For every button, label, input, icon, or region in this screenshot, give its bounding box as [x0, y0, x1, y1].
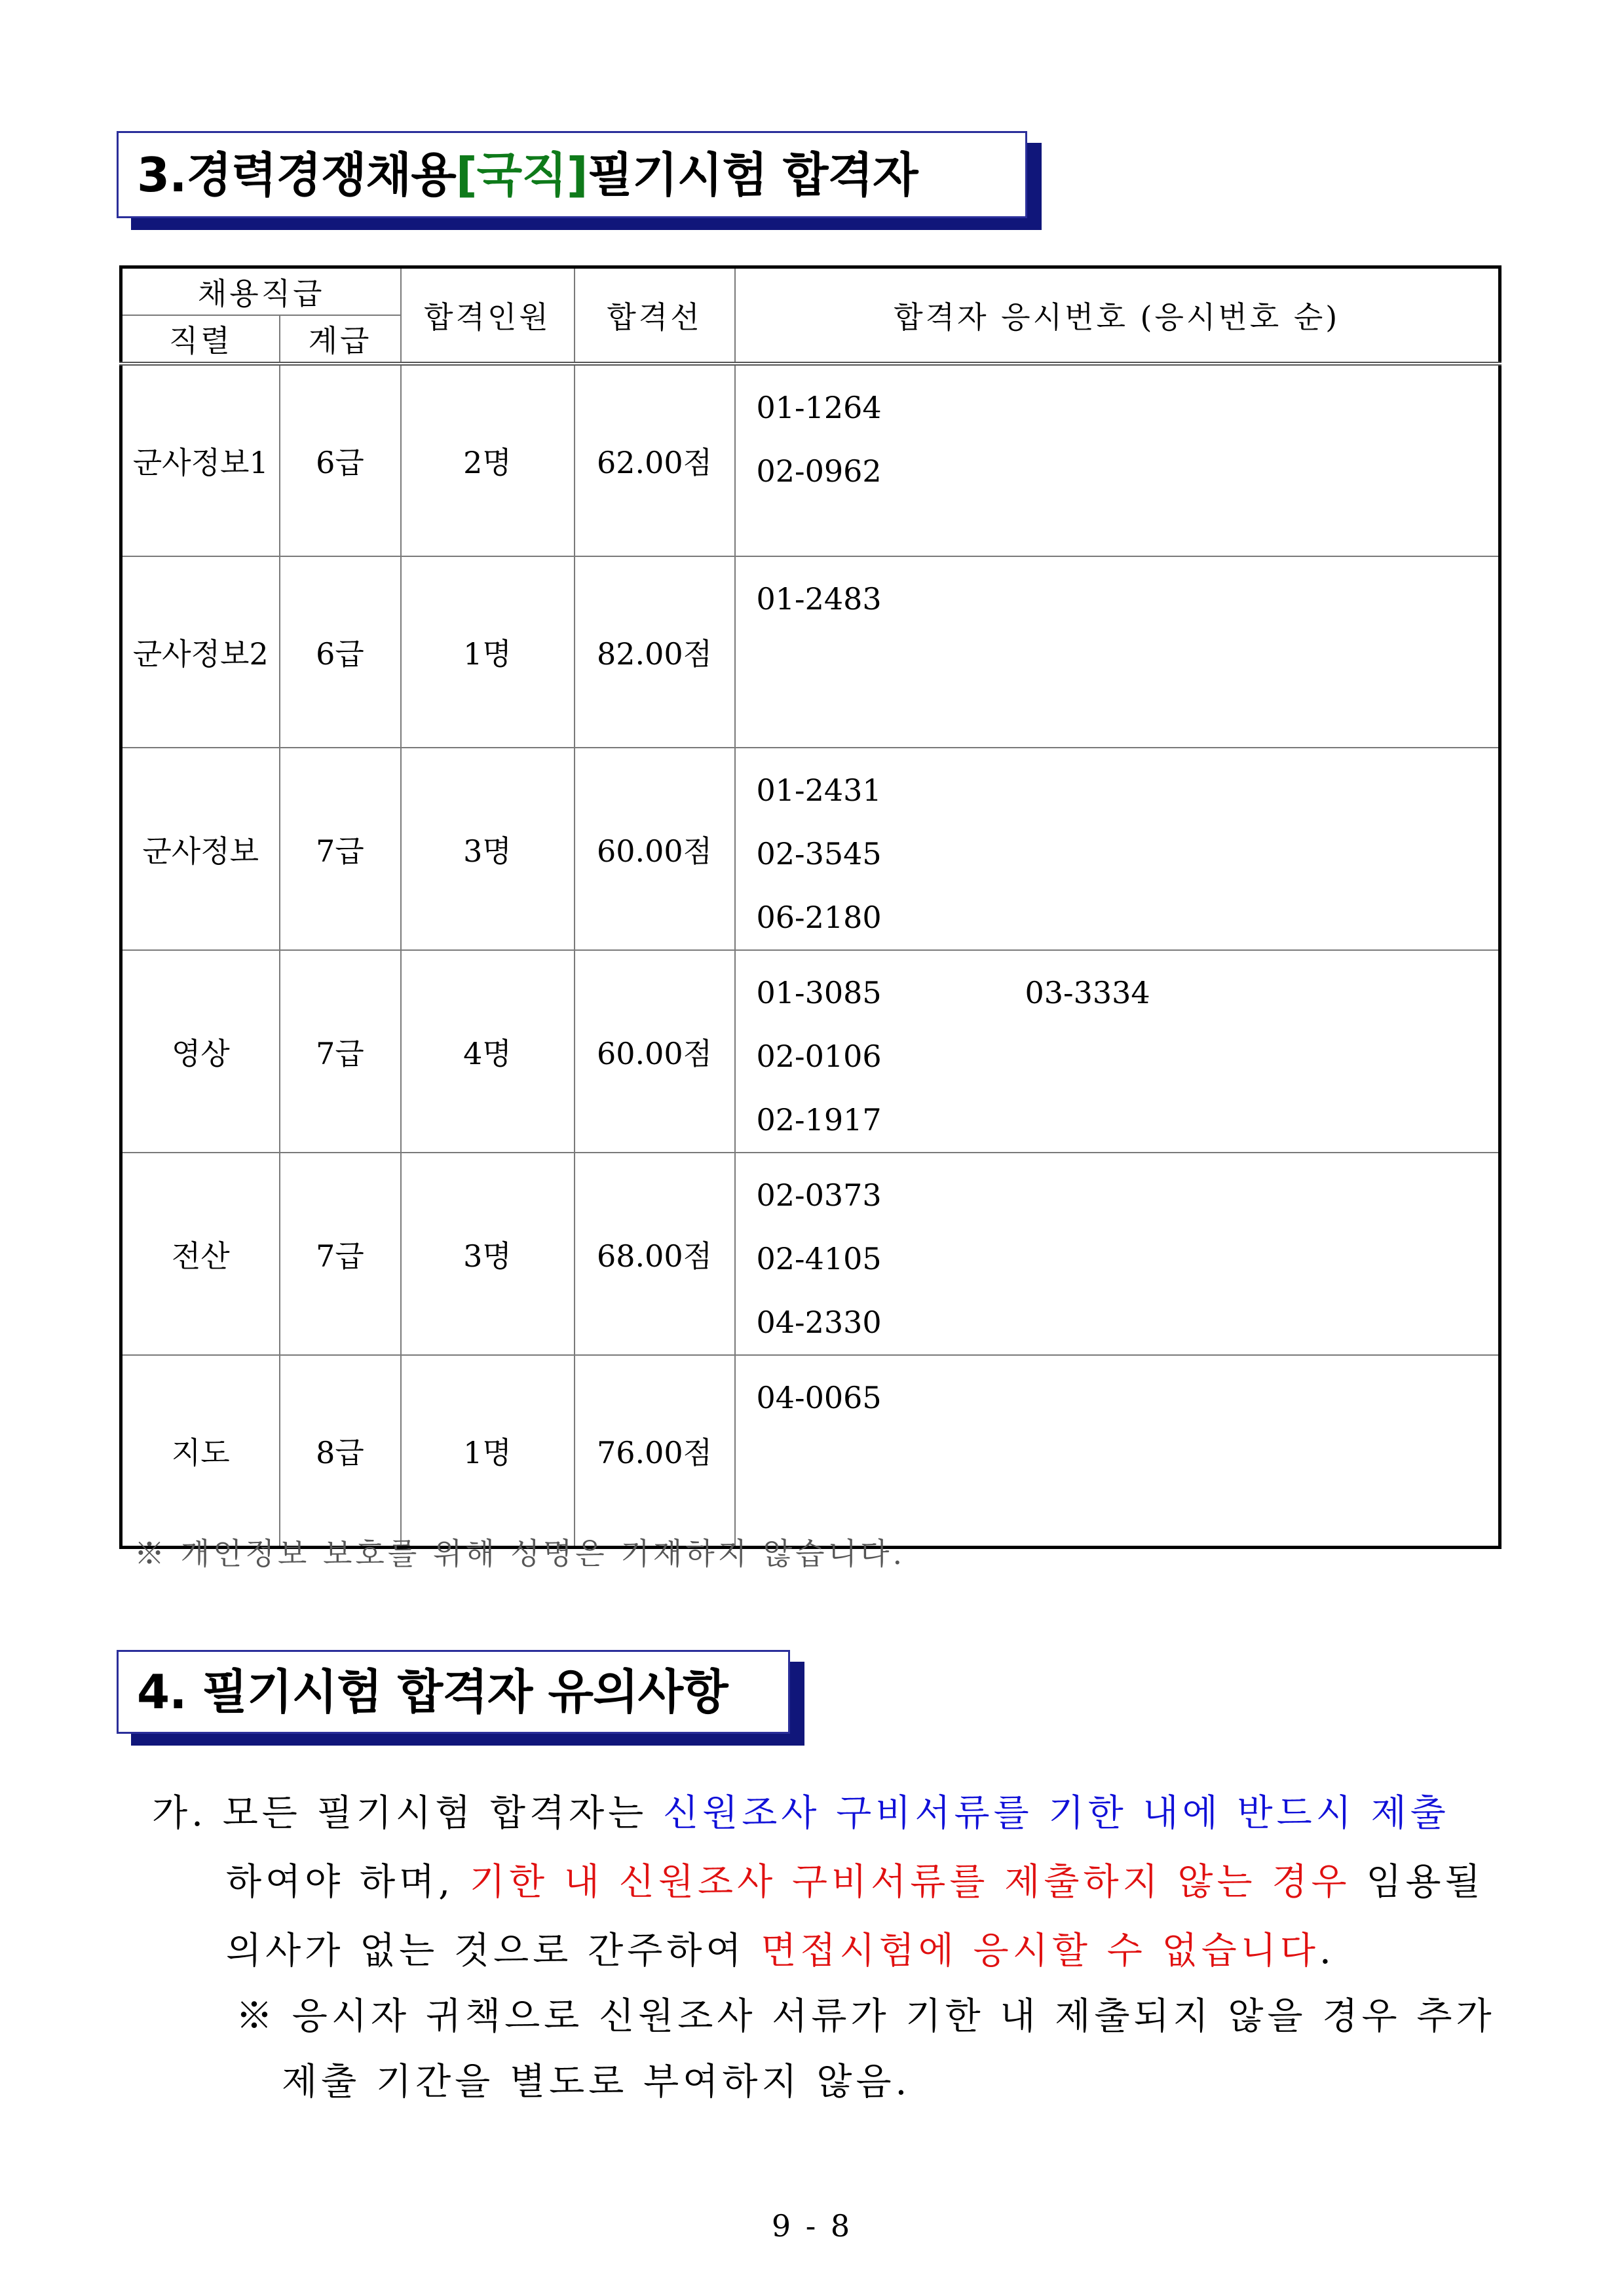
- exam-number: 04-0065: [756, 1380, 882, 1415]
- row-cutoff: 68.00점: [575, 1153, 735, 1355]
- results-table: [119, 265, 1501, 1549]
- header-recruit-grade: 채용직급: [121, 267, 401, 316]
- exam-number: 02-0373: [756, 1177, 882, 1213]
- header-pass-count: 합격인원: [401, 267, 575, 364]
- notice-text: ※ 응시자 귀책으로 신원조사 서류가 기한 내 제출되지 않을 경우 추가: [236, 1995, 1496, 2038]
- row-position: 군사정보1: [121, 364, 280, 556]
- section4-title: 4. 필기시험 합격자 유의사항: [137, 1664, 728, 1719]
- exam-number: 02-0106: [756, 1039, 882, 1074]
- section4-heading: [117, 1650, 790, 1734]
- page-number: 9 - 8: [771, 2208, 853, 2244]
- row-position: 군사정보2: [121, 556, 280, 748]
- notice-text: .: [1319, 1930, 1335, 1972]
- privacy-note: ※ 개인정보 보호를 위해 성명은 기재하지 않습니다.: [134, 1536, 906, 1571]
- row-cutoff: 60.00점: [575, 748, 735, 950]
- table-row: [121, 748, 1500, 950]
- row-position: 군사정보: [121, 748, 280, 950]
- table-row: [121, 364, 1500, 556]
- notice-text: 임용될: [1350, 1861, 1484, 1904]
- row-position: 전산: [121, 1153, 280, 1355]
- row-cutoff: 76.00점: [575, 1355, 735, 1548]
- exam-number: [1025, 1164, 1294, 1227]
- row-exam-numbers: [735, 1153, 1500, 1355]
- row-cutoff: 62.00점: [575, 364, 735, 556]
- exam-number: [1025, 1088, 1294, 1152]
- row-grade: 6급: [280, 556, 401, 748]
- section3-title-bracket: [국직]: [455, 147, 588, 202]
- row-grade: 7급: [280, 748, 401, 950]
- row-count: 3명: [401, 1153, 575, 1355]
- notice-line-3: [226, 1930, 1335, 1972]
- exam-number: [1025, 822, 1294, 886]
- exam-number: [1025, 567, 1294, 631]
- row-exam-numbers: [735, 950, 1500, 1153]
- exam-number: [1025, 759, 1294, 822]
- notice-line-4: [236, 1995, 1496, 2038]
- section3-number: 3.: [137, 147, 187, 202]
- row-count: 2명: [401, 364, 575, 556]
- notice-line-1: [152, 1792, 1450, 1835]
- row-count: 3명: [401, 748, 575, 950]
- table-row: [121, 556, 1500, 748]
- exam-number: 02-1917: [756, 1102, 882, 1138]
- exam-number: 01-2483: [756, 581, 882, 617]
- notice-text: 의사가 없는 것으로 간주하여: [226, 1930, 761, 1972]
- row-grade: 7급: [280, 1153, 401, 1355]
- notice-text: 제출 기간을 별도로 부여하지 않음.: [282, 2061, 911, 2103]
- row-count: 1명: [401, 556, 575, 748]
- table-row: [121, 1355, 1500, 1548]
- exam-number: 03-3334: [1025, 975, 1150, 1010]
- notice-line-2: [226, 1861, 1484, 1904]
- row-grade: 7급: [280, 950, 401, 1153]
- exam-number: 01-3085: [756, 975, 882, 1010]
- exam-number: 02-3545: [756, 836, 882, 871]
- row-grade: 8급: [280, 1355, 401, 1548]
- exam-number: [1025, 1025, 1294, 1088]
- row-exam-numbers: [735, 748, 1500, 950]
- exam-number: 02-0962: [756, 453, 882, 489]
- header-grade: 계급: [280, 315, 401, 364]
- exam-number: [1025, 1291, 1294, 1354]
- exam-number: 04-2330: [756, 1305, 882, 1340]
- row-exam-numbers: [735, 556, 1500, 748]
- row-exam-numbers: [735, 1355, 1500, 1548]
- exam-number: [1025, 1366, 1294, 1430]
- table-row: [121, 1153, 1500, 1355]
- row-position: 영상: [121, 950, 280, 1153]
- exam-number: [1025, 376, 1294, 440]
- notice-line-5: [282, 2061, 911, 2103]
- exam-number: 06-2180: [756, 900, 882, 935]
- exam-number: 01-1264: [756, 390, 882, 425]
- section3-title-b: 필기시험 합격자: [587, 147, 918, 202]
- exam-number: [1025, 886, 1294, 949]
- notice-text: 가. 모든 필기시험 합격자는: [152, 1792, 664, 1835]
- row-count: 4명: [401, 950, 575, 1153]
- header-cutoff: 합격선: [575, 267, 735, 364]
- header-exam-numbers: 합격자 응시번호 (응시번호 순): [735, 267, 1500, 364]
- exam-number: 02-4105: [756, 1241, 882, 1276]
- row-count: 1명: [401, 1355, 575, 1548]
- notice-emphasis-red: 기한 내 신원조사 구비서류를 제출하지 않는 경우: [469, 1861, 1351, 1904]
- row-position: 지도: [121, 1355, 280, 1548]
- notice-emphasis-blue: 신원조사 구비서류를 기한 내에 반드시 제출: [663, 1792, 1450, 1835]
- section3-title-a: 경력경쟁채용: [186, 147, 456, 202]
- row-cutoff: 82.00점: [575, 556, 735, 748]
- exam-number: [1025, 1227, 1294, 1291]
- section3-heading: [117, 131, 1027, 218]
- exam-number: [1025, 440, 1294, 503]
- row-cutoff: 60.00점: [575, 950, 735, 1153]
- table-row: [121, 950, 1500, 1153]
- header-position: 직렬: [121, 315, 280, 364]
- row-grade: 6급: [280, 364, 401, 556]
- notice-emphasis-red: 면접시험에 응시할 수 없습니다: [761, 1930, 1320, 1972]
- row-exam-numbers: [735, 364, 1500, 556]
- exam-number: 01-2431: [756, 773, 882, 808]
- notice-text: 하여야 하며,: [226, 1861, 470, 1904]
